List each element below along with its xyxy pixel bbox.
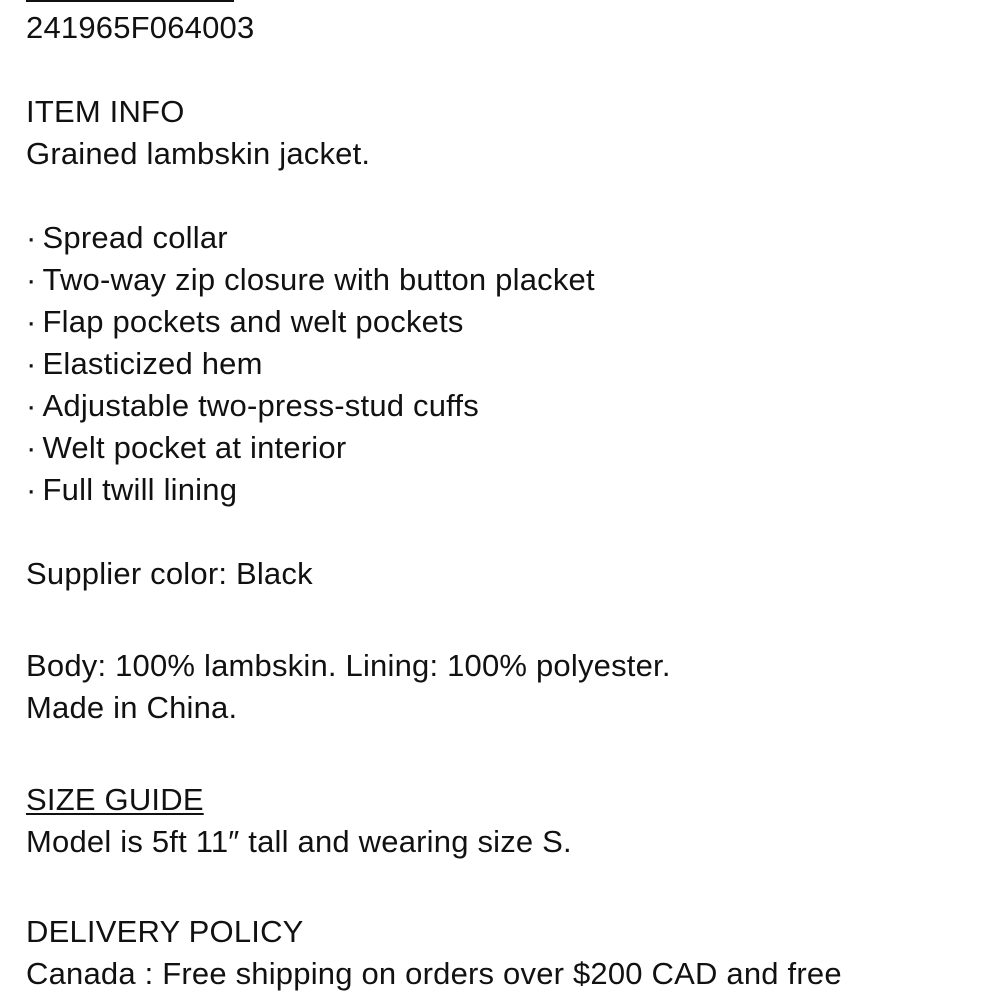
- item-info-heading: ITEM INFO: [26, 94, 185, 129]
- spacer: [26, 863, 986, 911]
- delivery-policy-text: Canada : Free shipping on orders over $200 CAD and free: [26, 956, 842, 991]
- supplier-color: Supplier color: Black: [26, 556, 313, 591]
- spacer: [26, 595, 986, 645]
- country-of-origin: Made in China.: [26, 690, 238, 725]
- list-item: · Flap pockets and welt pockets: [26, 304, 464, 339]
- top-divider: [26, 0, 234, 2]
- composition: Body: 100% lambskin. Lining: 100% polyester.: [26, 648, 671, 683]
- delivery-policy-heading: DELIVERY POLICY: [26, 914, 304, 949]
- list-item: · Spread collar: [26, 220, 228, 255]
- spacer: [26, 511, 986, 553]
- list-item: · Full twill lining: [26, 472, 238, 507]
- sku-number: 241965F064003: [26, 10, 255, 45]
- list-item: · Elasticized hem: [26, 346, 263, 381]
- list-item: · Adjustable two-press-stud cuffs: [26, 388, 479, 423]
- list-item: · Two-way zip closure with button placket: [26, 262, 595, 297]
- spacer: [26, 49, 986, 91]
- feature-list: [26, 217, 986, 511]
- spacer: [26, 729, 986, 779]
- item-description: Grained lambskin jacket.: [26, 136, 371, 171]
- model-info: Model is 5ft 11″ tall and wearing size S.: [26, 824, 572, 859]
- size-guide-link[interactable]: SIZE GUIDE: [26, 782, 204, 817]
- spacer: [26, 175, 986, 217]
- product-details: [26, 7, 986, 995]
- list-item: · Welt pocket at interior: [26, 430, 347, 465]
